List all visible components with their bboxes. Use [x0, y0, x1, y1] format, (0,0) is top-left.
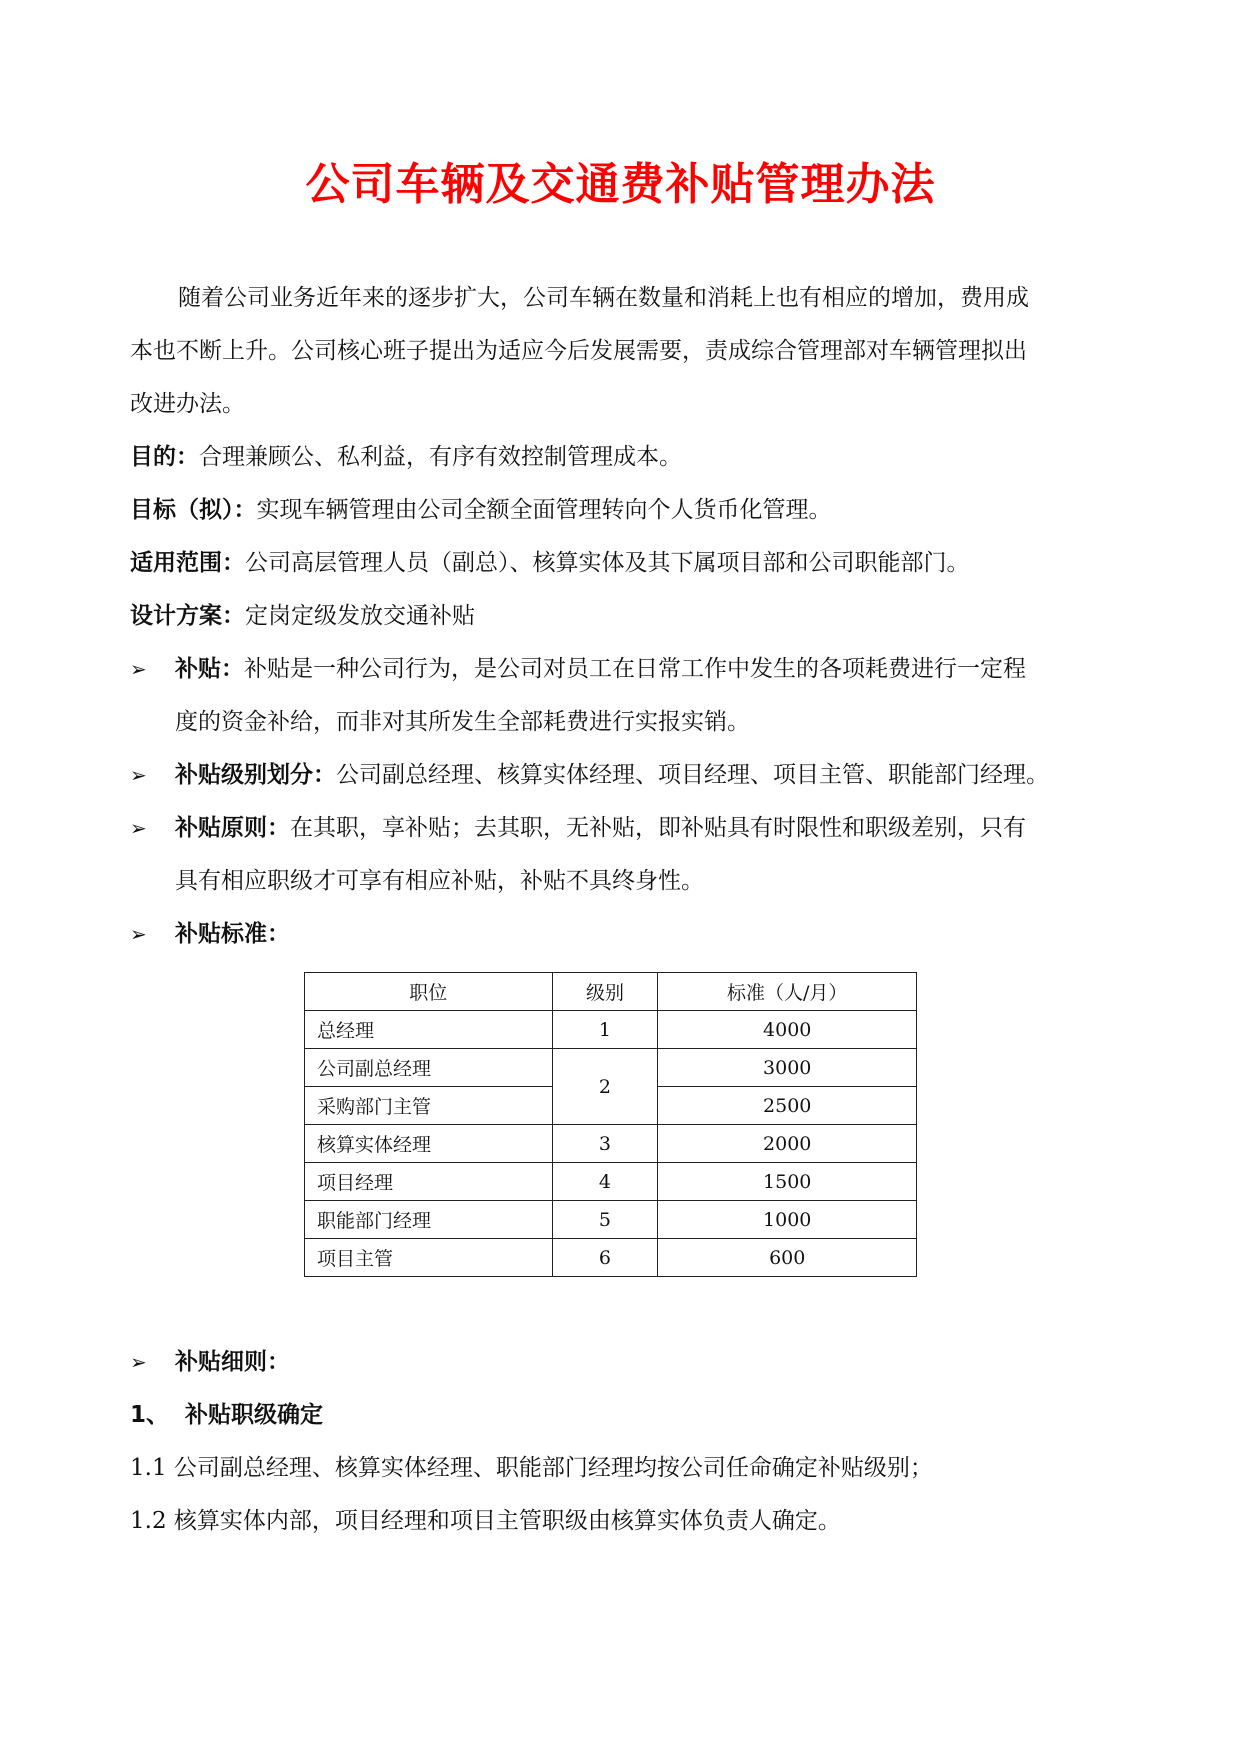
table-row — [305, 1049, 917, 1087]
standard-heading — [175, 919, 290, 949]
cell-position: 核算实体经理 — [305, 1125, 553, 1163]
bullet-arrow-icon: ➢ — [130, 657, 147, 681]
cell-amount: 3000 — [658, 1049, 917, 1087]
subsidy-text-1: 补贴是一种公司行为，是公司对员工在日常工作中发生的各项耗费进行一定程 — [244, 656, 1026, 682]
intro-line-2: 本也不断上升。公司核心班子提出为适应今后发展需要，责成综合管理部对车辆管理拟出 — [130, 338, 1027, 364]
principle-paragraph — [175, 813, 1026, 843]
subsidy-text-2: 度的资金补给，而非对其所发生全部耗费进行实报实销。 — [175, 709, 750, 735]
table-row — [305, 1239, 917, 1277]
goal-text: 实现车辆管理由公司全额全面管理转向个人货币化管理。 — [256, 497, 832, 523]
cell-level: 3 — [552, 1125, 658, 1163]
principle-text-1: 在其职，享补贴；去其职，无补贴，即补贴具有时限性和职级差别，只有 — [290, 815, 1026, 841]
bullet-arrow-icon: ➢ — [130, 1350, 147, 1374]
design-text: 定岗定级发放交通补贴 — [245, 603, 475, 629]
goal-paragraph — [130, 495, 832, 525]
cell-level: 1 — [552, 1011, 658, 1049]
table-row — [305, 1011, 917, 1049]
header-standard: 标准（人/月） — [658, 973, 917, 1011]
table-row — [305, 1163, 917, 1201]
cell-level: 5 — [552, 1201, 658, 1239]
section-1-item-1: 1.1 公司副总经理、核算实体经理、职能部门经理均按公司任命确定补贴级别； — [130, 1455, 933, 1481]
principle-text-2: 具有相应职级才可享有相应补贴，补贴不具终身性。 — [175, 868, 704, 894]
cell-position: 项目主管 — [305, 1239, 553, 1277]
scope-paragraph — [130, 548, 970, 578]
table-row — [305, 1201, 917, 1239]
cell-amount: 2000 — [658, 1125, 917, 1163]
scope-label: 适用范围： — [130, 550, 245, 576]
levels-label: 补贴级别划分： — [175, 762, 336, 788]
bullet-arrow-icon: ➢ — [130, 763, 147, 787]
section-1-item-2: 1.2 核算实体内部，项目经理和项目主管职级由核算实体负责人确定。 — [130, 1508, 841, 1534]
cell-position: 职能部门经理 — [305, 1201, 553, 1239]
cell-amount: 600 — [658, 1239, 917, 1277]
cell-level: 6 — [552, 1239, 658, 1277]
intro-line-1: 随着公司业务近年来的逐步扩大，公司车辆在数量和消耗上也有相应的增加，费用成 — [178, 285, 1029, 311]
principle-label: 补贴原则： — [175, 815, 290, 841]
cell-position: 项目经理 — [305, 1163, 553, 1201]
rules-label: 补贴细则： — [175, 1349, 290, 1375]
design-paragraph — [130, 601, 475, 631]
cell-amount: 4000 — [658, 1011, 917, 1049]
bullet-arrow-icon: ➢ — [130, 922, 147, 946]
document-title: 公司车辆及交通费补贴管理办法 — [305, 159, 936, 210]
subsidy-paragraph — [175, 654, 1026, 684]
cell-position: 总经理 — [305, 1011, 553, 1049]
table-header-row — [305, 973, 917, 1011]
cell-amount: 1000 — [658, 1201, 917, 1239]
cell-position: 采购部门主管 — [305, 1087, 553, 1125]
cell-level: 2 — [552, 1049, 658, 1125]
bullet-arrow-icon: ➢ — [130, 816, 147, 840]
cell-level: 4 — [552, 1163, 658, 1201]
subsidy-label: 补贴： — [175, 656, 244, 682]
header-level: 级别 — [552, 973, 658, 1011]
purpose-text: 合理兼顾公、私利益，有序有效控制管理成本。 — [199, 444, 682, 470]
design-label: 设计方案： — [130, 603, 245, 629]
levels-paragraph — [175, 760, 1049, 790]
purpose-label: 目的： — [130, 444, 199, 470]
header-position: 职位 — [305, 973, 553, 1011]
section-1-heading: 1、 补贴职级确定 — [130, 1402, 324, 1428]
purpose-paragraph — [130, 442, 682, 472]
standard-label: 补贴标准： — [175, 921, 290, 947]
cell-position: 公司副总经理 — [305, 1049, 553, 1087]
cell-amount: 1500 — [658, 1163, 917, 1201]
rules-heading — [175, 1347, 290, 1377]
scope-text: 公司高层管理人员（副总）、核算实体及其下属项目部和公司职能部门。 — [245, 550, 970, 576]
goal-label: 目标（拟）： — [130, 497, 257, 523]
subsidy-standard-table — [304, 972, 917, 1277]
intro-line-3: 改进办法。 — [130, 391, 245, 417]
table-row — [305, 1125, 917, 1163]
cell-amount: 2500 — [658, 1087, 917, 1125]
levels-text: 公司副总经理、核算实体经理、项目经理、项目主管、职能部门经理。 — [336, 762, 1049, 788]
